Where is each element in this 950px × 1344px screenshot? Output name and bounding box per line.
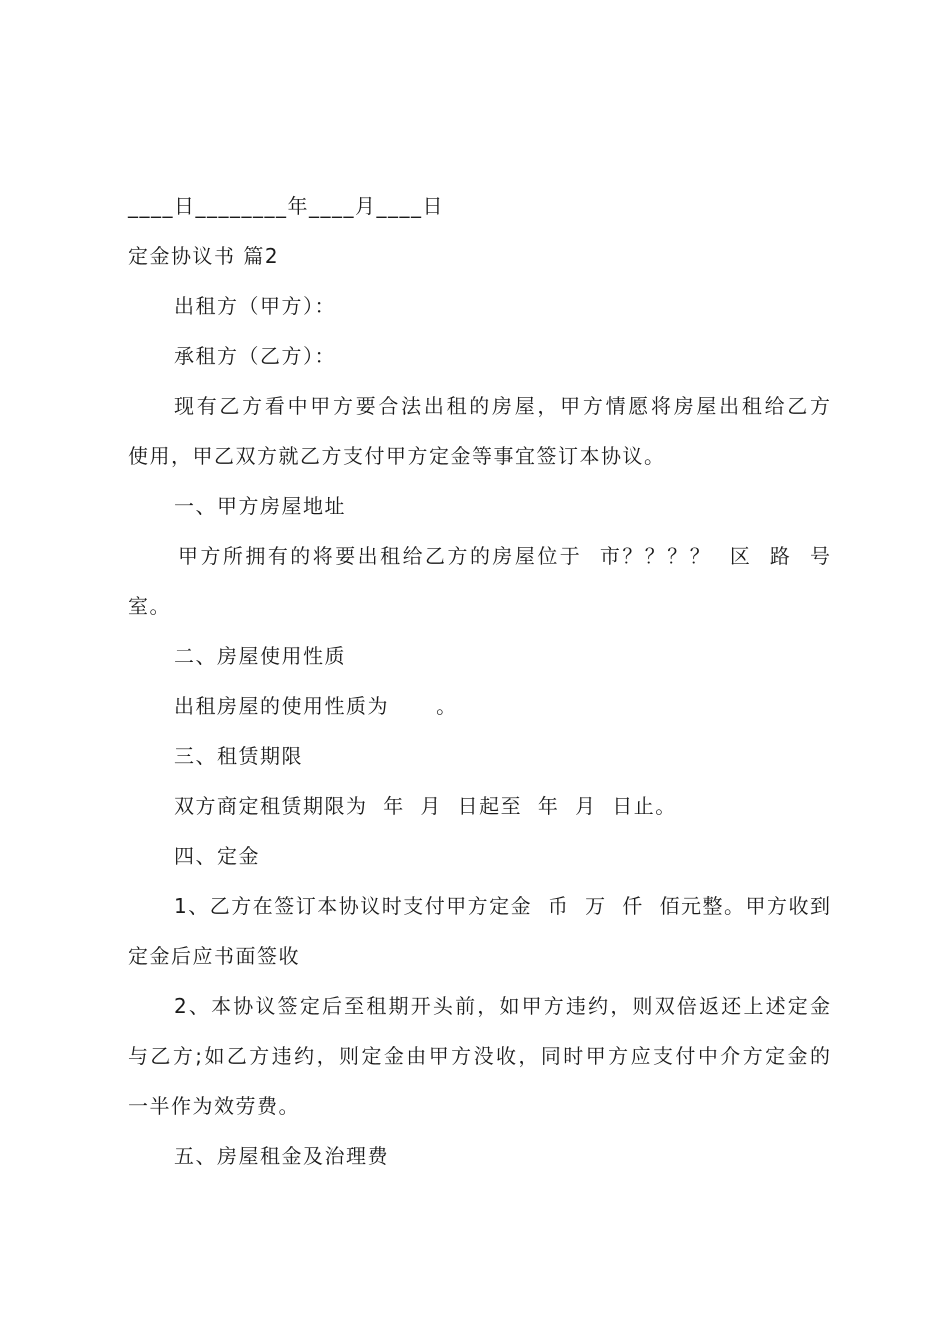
- deposit-item-2-line-2: 与乙方;如乙方违约，则定金由甲方没收，同时甲方应支付中介方定金的: [128, 1044, 830, 1068]
- section-heading-deposit: 四、定金: [174, 844, 260, 868]
- lessor-label: 出租方（甲方）：: [174, 294, 336, 318]
- deposit-item-1-line-1: 1、乙方在签订本协议时支付甲方定金 币 万 仟 佰元整。甲方收到: [174, 894, 830, 918]
- address-paragraph-line-1: 甲方所拥有的将要出租给乙方的房屋位于 市？？？？ 区 路 号: [178, 544, 830, 568]
- section-heading-address: 一、甲方房屋地址: [174, 494, 346, 518]
- term-paragraph: 双方商定租赁期限为 年 月 日起至 年 月 日止。: [174, 794, 677, 818]
- document-title: 定金协议书 篇2: [128, 244, 280, 268]
- address-paragraph-line-2: 室。: [128, 594, 171, 618]
- intro-paragraph-line-1: 现有乙方看中甲方要合法出租的房屋，甲方情愿将房屋出租给乙方: [174, 394, 830, 418]
- deposit-item-2-line-1: 2、本协议签定后至租期开头前，如甲方违约，则双倍返还上述定金: [174, 994, 830, 1018]
- intro-paragraph-line-2: 使用，甲乙双方就乙方支付甲方定金等事宜签订本协议。: [128, 444, 666, 468]
- section-heading-rent: 五、房屋租金及治理费: [174, 1144, 389, 1168]
- lessee-label: 承租方（乙方）：: [174, 344, 336, 368]
- deposit-item-2-line-3: 一半作为效劳费。: [128, 1094, 300, 1118]
- usage-paragraph: 出租房屋的使用性质为 。: [174, 694, 458, 718]
- deposit-item-1-line-2: 定金后应书面签收: [128, 944, 300, 968]
- section-heading-usage: 二、房屋使用性质: [174, 644, 346, 668]
- section-heading-term: 三、租赁期限: [174, 744, 303, 768]
- date-line: ____日________年____月____日: [128, 194, 444, 218]
